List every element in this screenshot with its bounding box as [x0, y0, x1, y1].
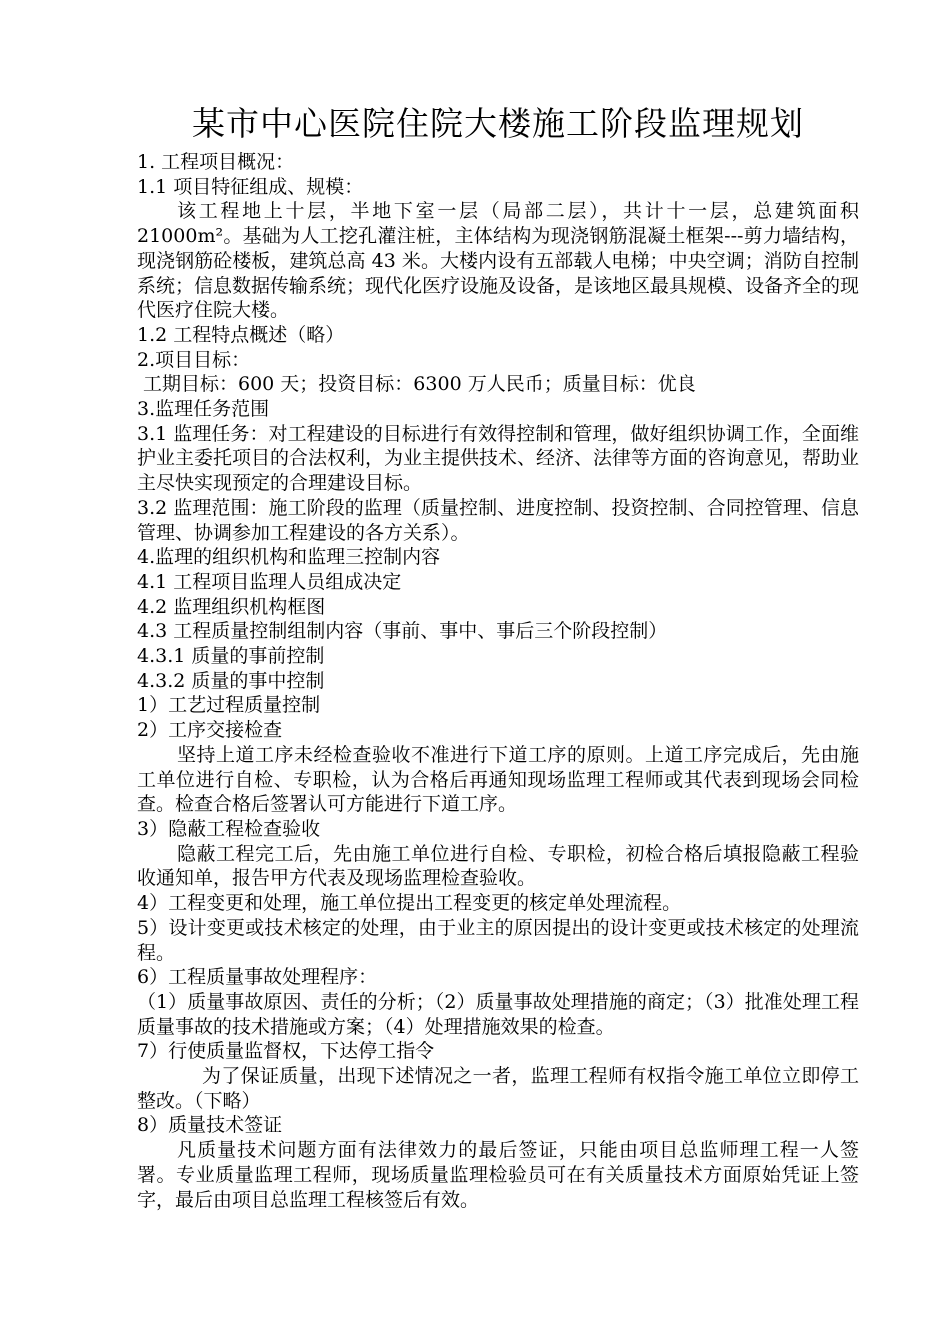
- section-heading: 2.项目目标：: [137, 348, 251, 371]
- section-heading: 4.3.2 质量的事中控制: [137, 669, 325, 692]
- section-heading: 4.3 工程质量控制组制内容（事前、事中、事后三个阶段控制）: [137, 620, 668, 643]
- section-heading: 4.1 工程项目监理人员组成决定: [137, 570, 402, 593]
- project-goals-line: 工期目标：600 天；投资目标：6300 万人民币；质量目标：优良: [143, 373, 696, 396]
- section-heading: 1.2 工程特点概述（略）: [137, 323, 345, 346]
- list-item-heading: 2）工序交接检查: [137, 719, 283, 742]
- list-item-heading: 6）工程质量事故处理程序：: [137, 966, 378, 989]
- paragraph: 该工程地上十层，半地下室一层（局部二层），共计十一层，总建筑面积 21000m²。基础为人工挖孔灌注桩，主体结构为现浇钢筋混凝土框架---剪力墙结构，现浇钢筋砼楼板，建筑总高 43 米。大楼内设有五部载人电梯；中央空调；消防自控制系统；信息数据传输系统；现代化医疗设施及设备，是该地区最具规模、设备齐全的现代医疗住院大楼。: [137, 200, 860, 322]
- list-item-heading: 8）质量技术签证: [137, 1114, 283, 1137]
- list-item-heading: 4）工程变更和处理，施工单位提出工程变更的核定单处理流程。: [137, 892, 682, 915]
- document-title: 某市中心医院住院大楼施工阶段监理规划: [192, 104, 804, 143]
- paragraph: 坚持上道工序未经检查验收不准进行下道工序的原则。上道工序完成后，先由施工单位进行自检、专职检，认为合格后再通知现场监理工程师或其代表到现场会同检查。检查合格后签署认可方能进行下道工序。: [137, 743, 859, 816]
- section-heading: 4.监理的组织机构和监理三控制内容: [137, 546, 441, 569]
- document-page: [137, 100, 859, 1212]
- paragraph: （1）质量事故原因、责任的分析；（2）质量事故处理措施的商定；（3）批准处理工程质量事故的技术措施或方案；（4）处理措施效果的检查。: [137, 990, 859, 1038]
- list-item-heading: 1）工艺过程质量控制: [137, 694, 321, 717]
- paragraph: 5）设计变更或技术核定的处理，由于业主的原因提出的设计变更或技术核定的处理流程。: [137, 916, 859, 964]
- paragraph: 隐蔽工程完工后，先由施工单位进行自检、专职检，初检合格后填报隐蔽工程验收通知单，报告甲方代表及现场监理检查验收。: [137, 842, 859, 890]
- paragraph: 为了保证质量，出现下述情况之一者，监理工程师有权指令施工单位立即停工整改。（下略）: [137, 1065, 859, 1112]
- section-heading: 3.监理任务范围: [137, 398, 270, 421]
- list-item-heading: 7）行使质量监督权，下达停工指令: [137, 1040, 435, 1063]
- paragraph: 3.1 监理任务：对工程建设的目标进行有效得控制和管理，做好组织协调工作，全面维护业主委托项目的合法权利，为业主提供技术、经济、法律等方面的咨询意见，帮助业主尽快实现预定的合理建设目标。: [137, 422, 860, 495]
- section-heading: 4.2 监理组织机构框图: [137, 595, 326, 618]
- section-heading: 1.1 项目特征组成、规模：: [137, 175, 364, 198]
- paragraph: 凡质量技术问题方面有法律效力的最后签证，只能由项目总监师理工程一人签署。专业质量监理工程师，现场质量监理检验员可在有关质量技术方面原始凭证上签字，最后由项目总监理工程核签后有效。: [137, 1139, 859, 1211]
- section-heading: 4.3.1 质量的事前控制: [137, 645, 325, 668]
- list-item-heading: 3）隐蔽工程检查验收: [137, 817, 321, 840]
- section-heading: 1. 工程项目概况：: [137, 151, 295, 173]
- paragraph: 3.2 监理范围：施工阶段的监理（质量控制、进度控制、投资控制、合同控管理、信息管理、协调参加工程建设的各方关系）。: [137, 496, 859, 544]
